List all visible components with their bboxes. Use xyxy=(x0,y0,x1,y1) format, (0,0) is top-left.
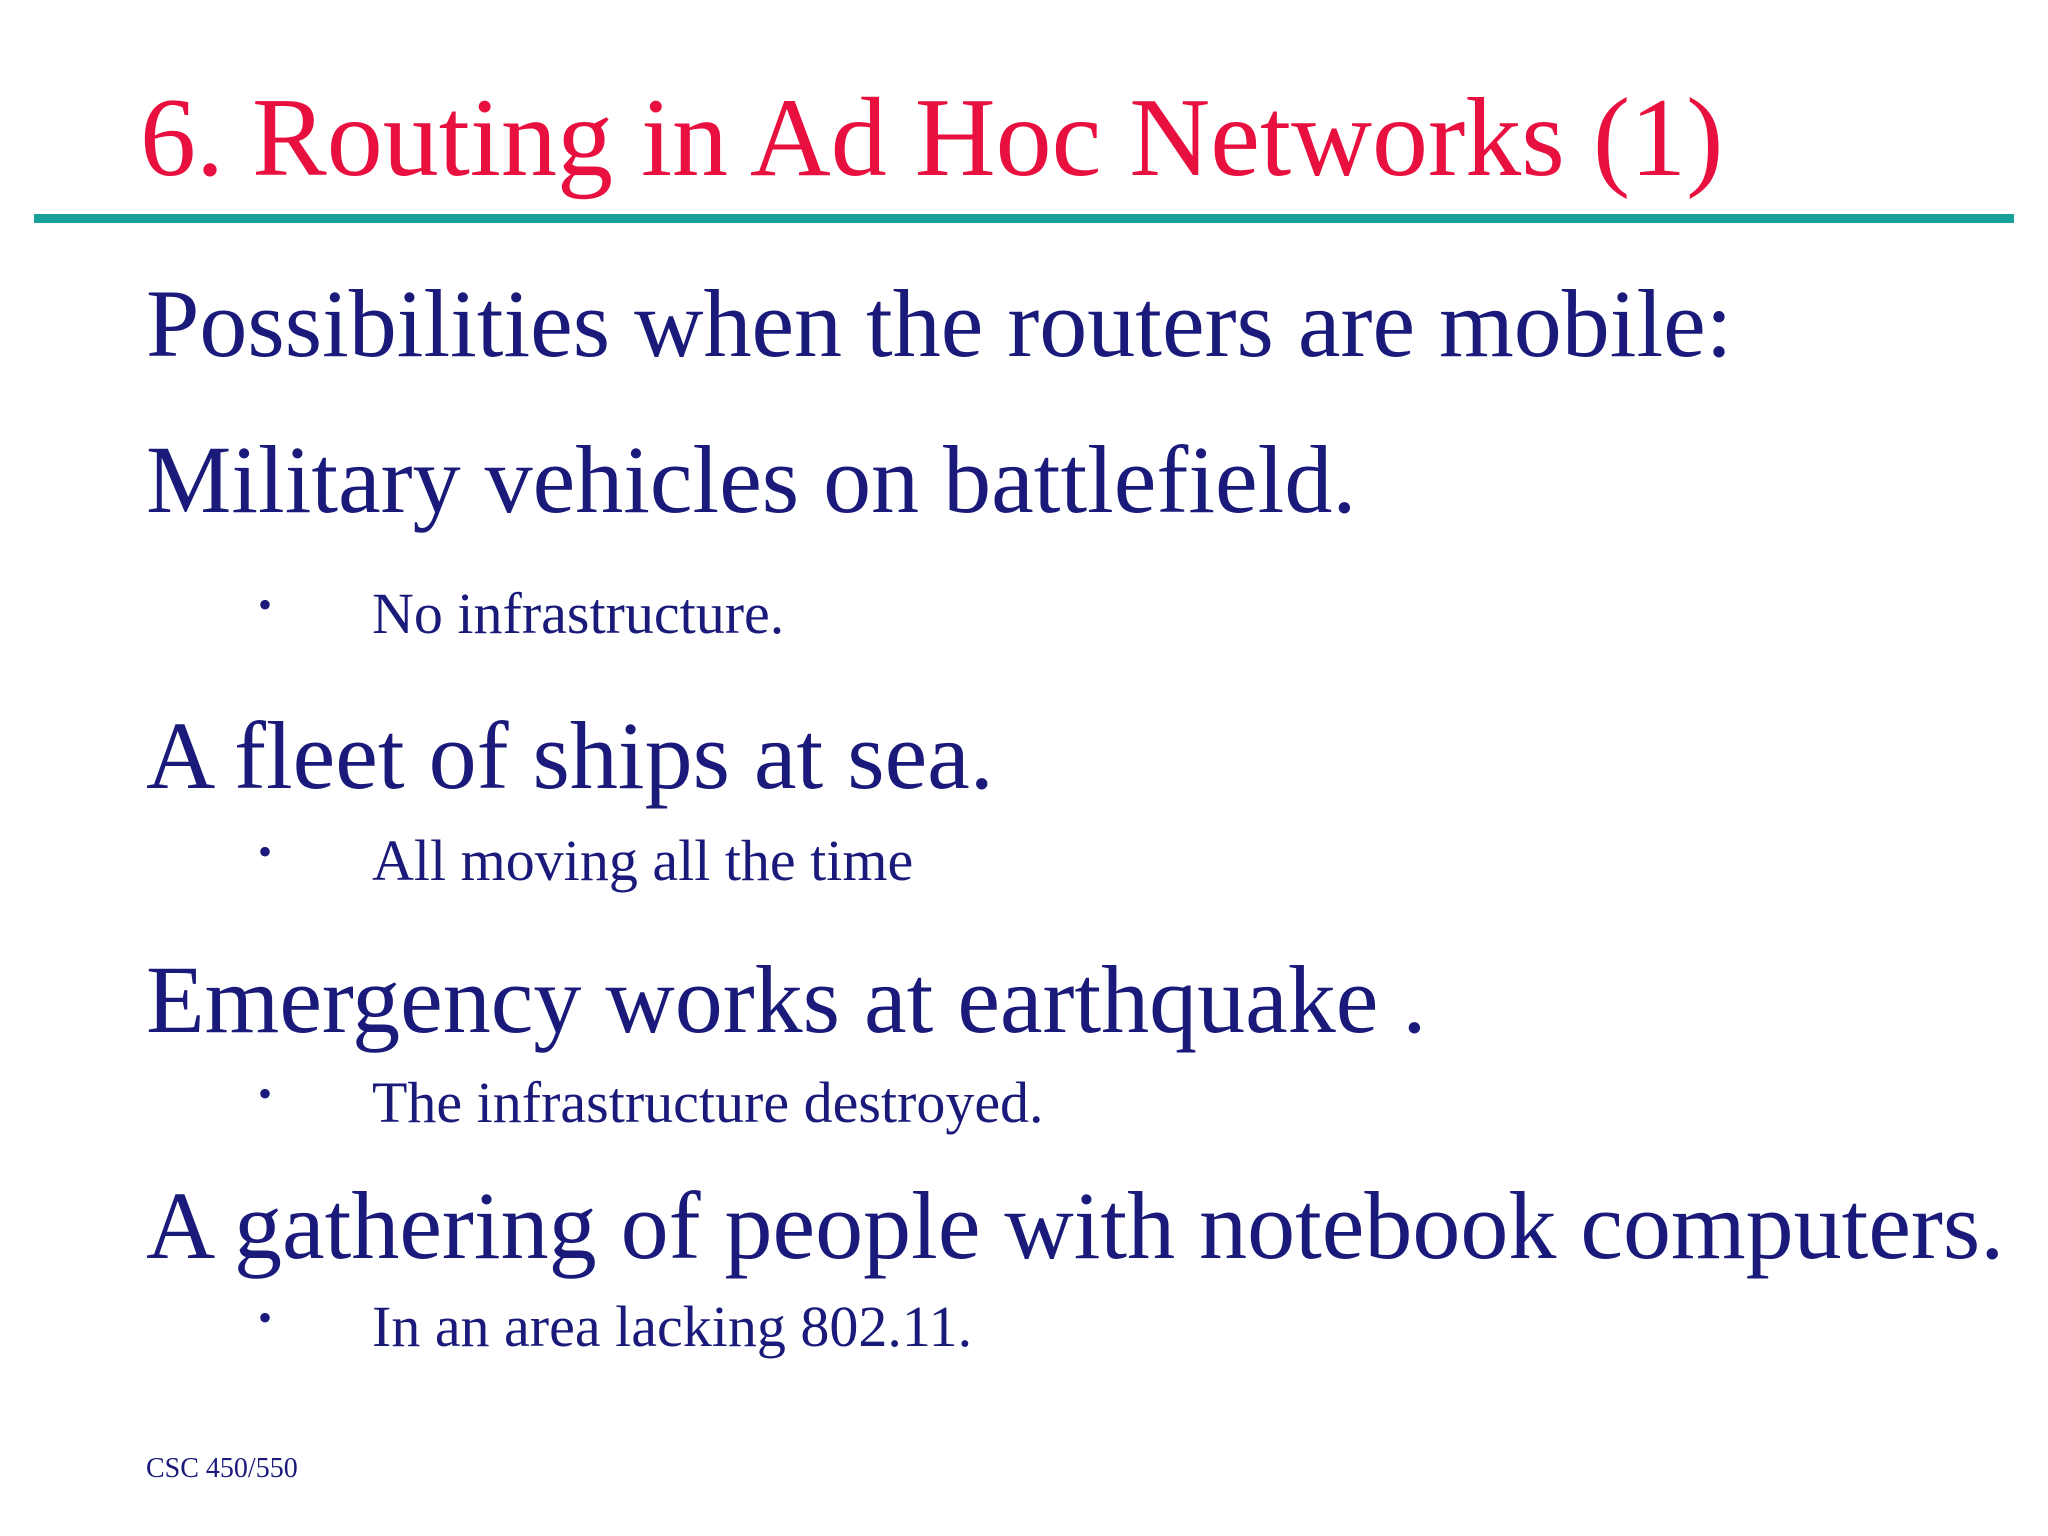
sub-point-infrastructure-destroyed: The infrastructure destroyed. xyxy=(372,1070,1044,1135)
bullet-dot-icon: • xyxy=(258,1071,273,1116)
bullet-dot-icon: • xyxy=(258,829,273,874)
sub-point-lacking-80211: In an area lacking 802.11. xyxy=(372,1294,973,1359)
title-underline-rule xyxy=(34,214,2014,223)
main-point-fleet-of-ships: A fleet of ships at sea. xyxy=(146,702,994,809)
main-point-mobile-routers: Possibilities when the routers are mobile: xyxy=(146,270,1733,377)
slide-title: 6. Routing in Ad Hoc Networks (1) xyxy=(140,76,1724,200)
main-point-emergency-works: Emergency works at earthquake . xyxy=(146,946,1427,1053)
sub-point-all-moving: All moving all the time xyxy=(372,828,914,893)
bullet-dot-icon: • xyxy=(258,1295,273,1340)
main-point-military-vehicles: Military vehicles on battlefield. xyxy=(146,426,1357,533)
slide-footer-course-code: CSC 450/550 xyxy=(146,1453,298,1484)
bullet-dot-icon: • xyxy=(258,582,273,627)
main-point-gathering-of-people: A gathering of people with notebook computers. xyxy=(146,1172,2005,1279)
sub-point-no-infrastructure: No infrastructure. xyxy=(372,581,785,646)
